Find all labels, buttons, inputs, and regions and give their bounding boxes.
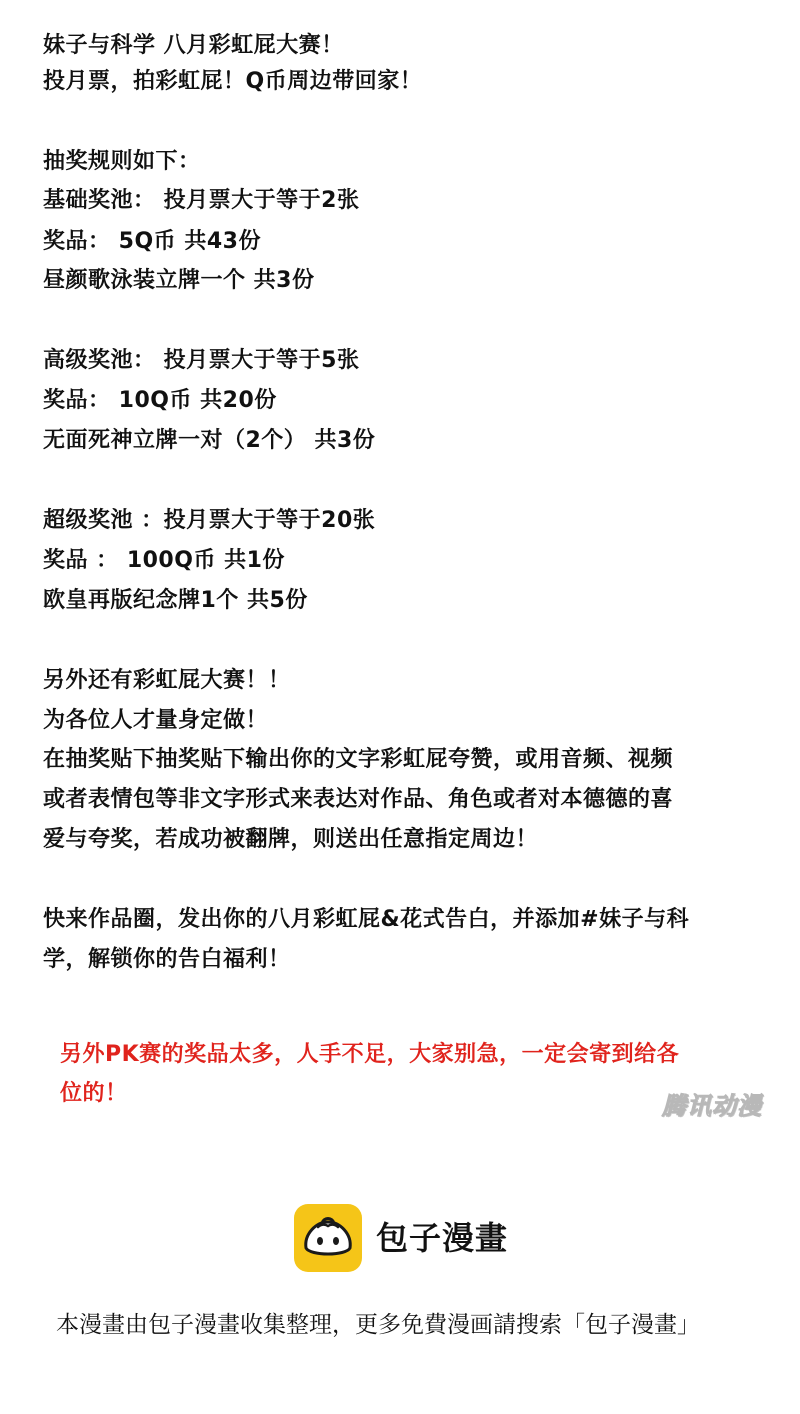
brand-name: 包子漫畫 <box>376 1219 509 1257</box>
text-line: 抽奖规则如下： <box>43 149 201 174</box>
notice-line: 位的！ <box>60 1081 128 1106</box>
text-line: 昼颜歌泳装立牌一个 共3份 <box>43 268 315 293</box>
text-line: 在抽奖贴下抽奖贴下输出你的文字彩虹屁夸赞，或用音频、视频 <box>43 747 674 772</box>
text-line: 爱与夸奖，若成功被翻牌，则送出任意指定周边！ <box>43 827 539 852</box>
watermark: 腾讯动漫 <box>662 1092 762 1120</box>
text-line: 另外还有彩虹屁大赛！！ <box>43 668 291 693</box>
text-line: 奖品： 10Q币 共20份 <box>43 388 277 413</box>
text-line: 快来作品圈，发出你的八月彩虹屁&花式告白，并添加#妹子与科 <box>43 907 690 932</box>
text-line: 妹子与科学 八月彩虹屁大赛！ <box>43 33 344 58</box>
steamed-bun-icon <box>294 1204 362 1272</box>
text-line: 欧皇再版纪念牌1个 共5份 <box>43 588 308 613</box>
text-line: 或者表情包等非文字形式来表达对作品、角色或者对本德德的喜 <box>43 787 674 812</box>
text-line: 高级奖池： 投月票大于等于5张 <box>43 348 360 373</box>
notice-line: 另外PK赛的奖品太多，人手不足，大家别急，一定会寄到给各 <box>60 1042 680 1067</box>
text-line: 奖品 ： 100Q币 共1份 <box>43 548 285 573</box>
text-line: 投月票，拍彩虹屁！Q币周边带回家！ <box>43 69 423 94</box>
text-line: 奖品： 5Q币 共43份 <box>43 229 261 254</box>
text-line: 基础奖池： 投月票大于等于2张 <box>43 188 360 213</box>
text-line: 超级奖池 ：投月票大于等于20张 <box>43 508 376 533</box>
text-line: 学，解锁你的告白福利！ <box>43 947 291 972</box>
text-line: 无面死神立牌一对（2个） 共3份 <box>43 428 376 453</box>
footer-text: 本漫畫由包子漫畫收集整理，更多免費漫画請搜索「包子漫畫」 <box>56 1312 700 1338</box>
text-line: 为各位人才量身定做！ <box>43 708 269 733</box>
